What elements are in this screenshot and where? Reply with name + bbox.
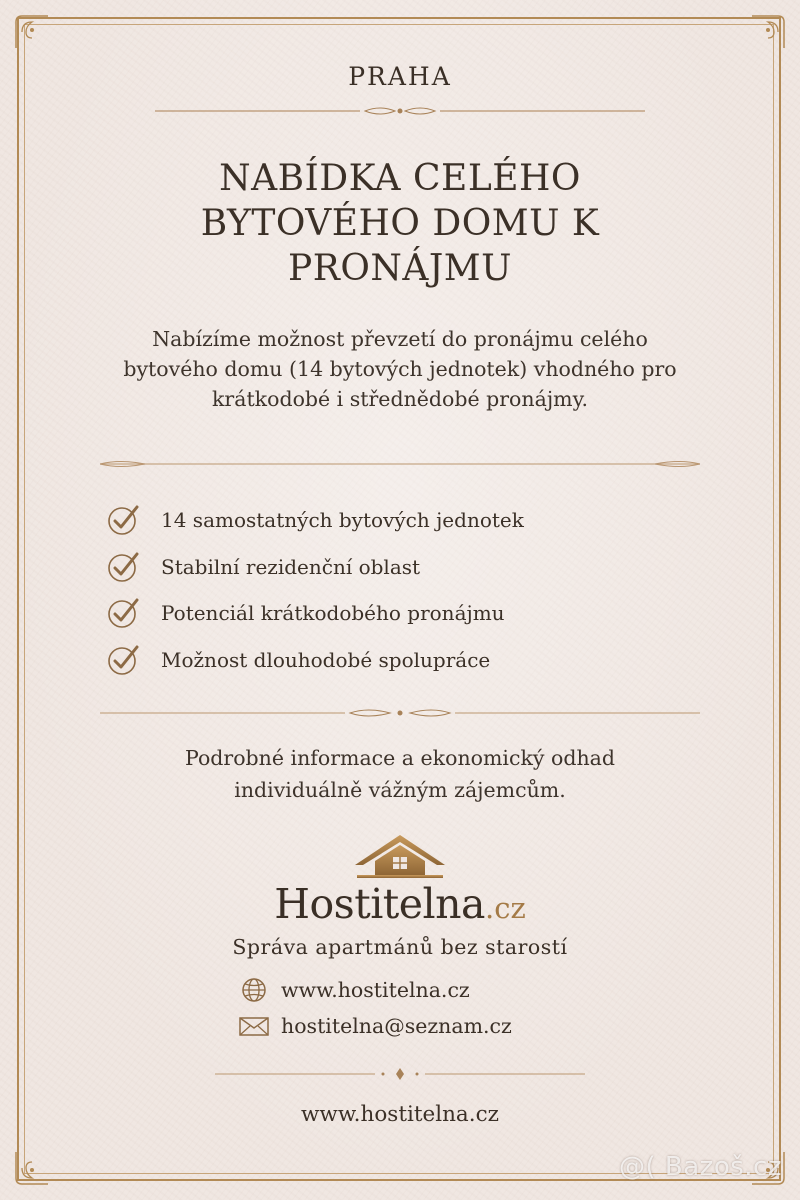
location-title: PRAHA bbox=[348, 62, 452, 91]
ornament-divider bbox=[0, 706, 800, 720]
feature-label: Potenciál krátkodobého pronájmu bbox=[161, 601, 505, 626]
check-circle-icon bbox=[106, 596, 140, 630]
intro-line: bytového domu (14 bytových jednotek) vhodného pro bbox=[123, 357, 677, 381]
intro-line: Nabízíme možnost převzetí do pronájmu celého bbox=[152, 327, 648, 351]
details-line: individuálně vážným zájemcům. bbox=[234, 778, 566, 802]
brand-logo bbox=[0, 880, 800, 928]
contact-web bbox=[237, 977, 470, 1003]
list-item bbox=[106, 497, 706, 544]
footer-url[interactable]: www.hostitelna.cz bbox=[301, 1102, 499, 1127]
brand-tagline: Správa apartmánů bez starostí bbox=[232, 935, 568, 959]
brand-name: Hostitelna bbox=[274, 880, 486, 928]
check-circle-icon bbox=[106, 643, 140, 677]
headline bbox=[0, 156, 800, 291]
check-circle-icon bbox=[106, 503, 140, 537]
headline-line: BYTOVÉHO DOMU K bbox=[200, 203, 600, 244]
watermark: @( Bazoš.cz bbox=[619, 1152, 782, 1182]
contact-email bbox=[237, 1013, 512, 1039]
intro-line: krátkodobé i střednědobé pronájmy. bbox=[212, 387, 588, 411]
feature-label: Stabilní rezidenční oblast bbox=[161, 554, 421, 579]
list-item bbox=[106, 590, 706, 637]
contact-email-link[interactable]: hostitelna@seznam.cz bbox=[281, 1014, 512, 1038]
feature-list bbox=[106, 497, 706, 683]
headline-line: NABÍDKA CELÉHO bbox=[219, 158, 581, 199]
intro-paragraph bbox=[80, 324, 720, 414]
details-line: Podrobné informace a ekonomický odhad bbox=[184, 746, 615, 770]
feature-label: Možnost dlouhodobé spolupráce bbox=[161, 647, 491, 672]
corner-ornament-icon bbox=[12, 12, 52, 52]
brand-tld: .cz bbox=[485, 891, 526, 925]
ornament-divider bbox=[0, 457, 800, 471]
envelope-icon bbox=[237, 1013, 271, 1039]
feature-label: 14 samostatných bytových jednotek bbox=[161, 508, 524, 533]
list-item bbox=[106, 637, 706, 684]
headline-line: PRONÁJMU bbox=[288, 248, 512, 289]
corner-ornament-icon bbox=[748, 12, 788, 52]
details-paragraph bbox=[100, 742, 700, 806]
house-roof-icon bbox=[355, 833, 445, 883]
corner-ornament-icon bbox=[12, 1148, 52, 1188]
check-circle-icon bbox=[106, 550, 140, 584]
list-item bbox=[106, 544, 706, 591]
globe-icon bbox=[237, 977, 271, 1003]
contact-web-link[interactable]: www.hostitelna.cz bbox=[281, 978, 470, 1002]
ornament-divider bbox=[0, 1067, 800, 1081]
ornament-divider bbox=[0, 104, 800, 118]
